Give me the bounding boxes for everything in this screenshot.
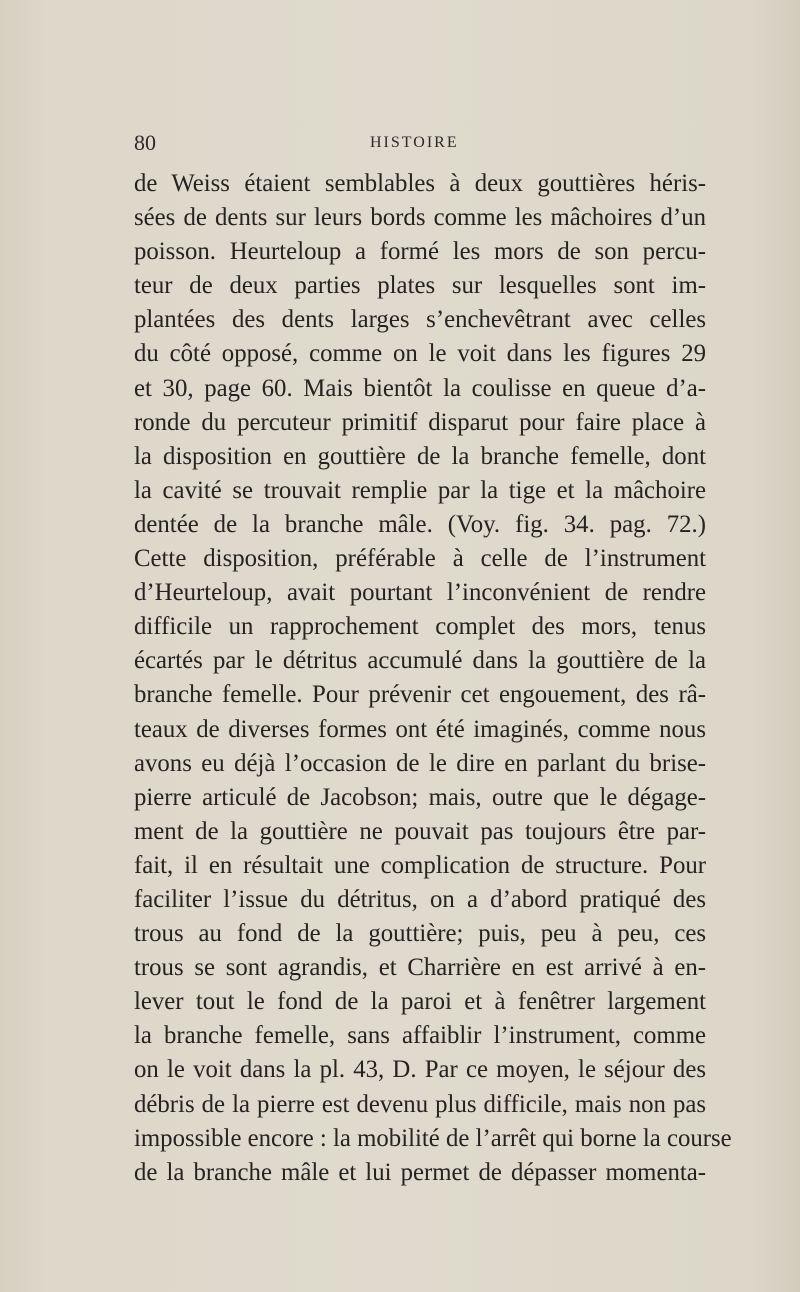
text-line: plantées des dents larges s’enchevêtrant avec celles [134, 306, 706, 334]
text-line: teur de deux parties plates sur lesquelles sont im- [134, 272, 706, 300]
text-line: écartés par le détritus accumulé dans la gouttière de la [134, 647, 706, 675]
text-line: trous au fond de la gouttière; puis, peu à peu, ces [134, 920, 706, 948]
text-line: difficile un rapprochement complet des mors, tenus [134, 613, 706, 641]
page-header [134, 128, 706, 162]
text-line: teaux de diverses formes ont été imaginés, comme nous [134, 715, 706, 743]
text-line: et 30, page 60. Mais bientôt la coulisse en queue d’a- [134, 374, 706, 402]
text-line: d’Heurteloup, avait pourtant l’inconvénient de rendre [134, 579, 706, 607]
text-line: lever tout le fond de la paroi et à fenêtrer largement [134, 988, 706, 1016]
text-line: poisson. Heurteloup a formé les mors de son percu- [134, 238, 706, 266]
running-title: HISTOIRE [370, 134, 459, 151]
text-line: du côté opposé, comme on le voit dans les figures 29 [134, 340, 706, 368]
text-line: on le voit dans la pl. 43, D. Par ce moyen, le séjour des [134, 1056, 706, 1084]
text-line: ment de la gouttière ne pouvait pas toujours être par- [134, 817, 706, 845]
text-line: la cavité se trouvait remplie par la tige et la mâchoire [134, 476, 706, 504]
text-line: impossible encore : la mobilité de l’arrêt qui borne la course [134, 1124, 732, 1152]
text-line: avons eu déjà l’occasion de le dire en parlant du brise- [134, 749, 706, 777]
text-line: débris de la pierre est devenu plus difficile, mais non pas [134, 1090, 706, 1118]
body-text [134, 167, 732, 1190]
text-line: pierre articulé de Jacobson; mais, outre que le dégage- [134, 783, 706, 811]
text-line: sées de dents sur leurs bords comme les mâchoires d’un [134, 204, 706, 232]
text-line: fait, il en résultait une complication de structure. Pour [134, 851, 706, 879]
text-line: la disposition en gouttière de la branche femelle, dont [134, 442, 706, 470]
text-line: ronde du percuteur primitif disparut pour faire place à [134, 408, 706, 436]
text-line: faciliter l’issue du détritus, on a d’abord pratiqué des [134, 885, 706, 913]
text-line: de Weiss étaient semblables à deux gouttières héris- [134, 170, 706, 197]
text-line: dentée de la branche mâle. (Voy. fig. 34. pag. 72.) [134, 510, 706, 538]
text-line: de la branche mâle et lui permet de dépasser momenta- [134, 1158, 706, 1186]
text-line: branche femelle. Pour prévenir cet engouement, des râ- [134, 681, 706, 709]
page-number: 80 [134, 130, 156, 155]
text-line: la branche femelle, sans affaiblir l’instrument, comme [134, 1022, 706, 1050]
text-line: Cette disposition, préférable à celle de l’instrument [134, 545, 706, 573]
text-line: trous se sont agrandis, et Charrière en est arrivé à en- [134, 954, 706, 982]
